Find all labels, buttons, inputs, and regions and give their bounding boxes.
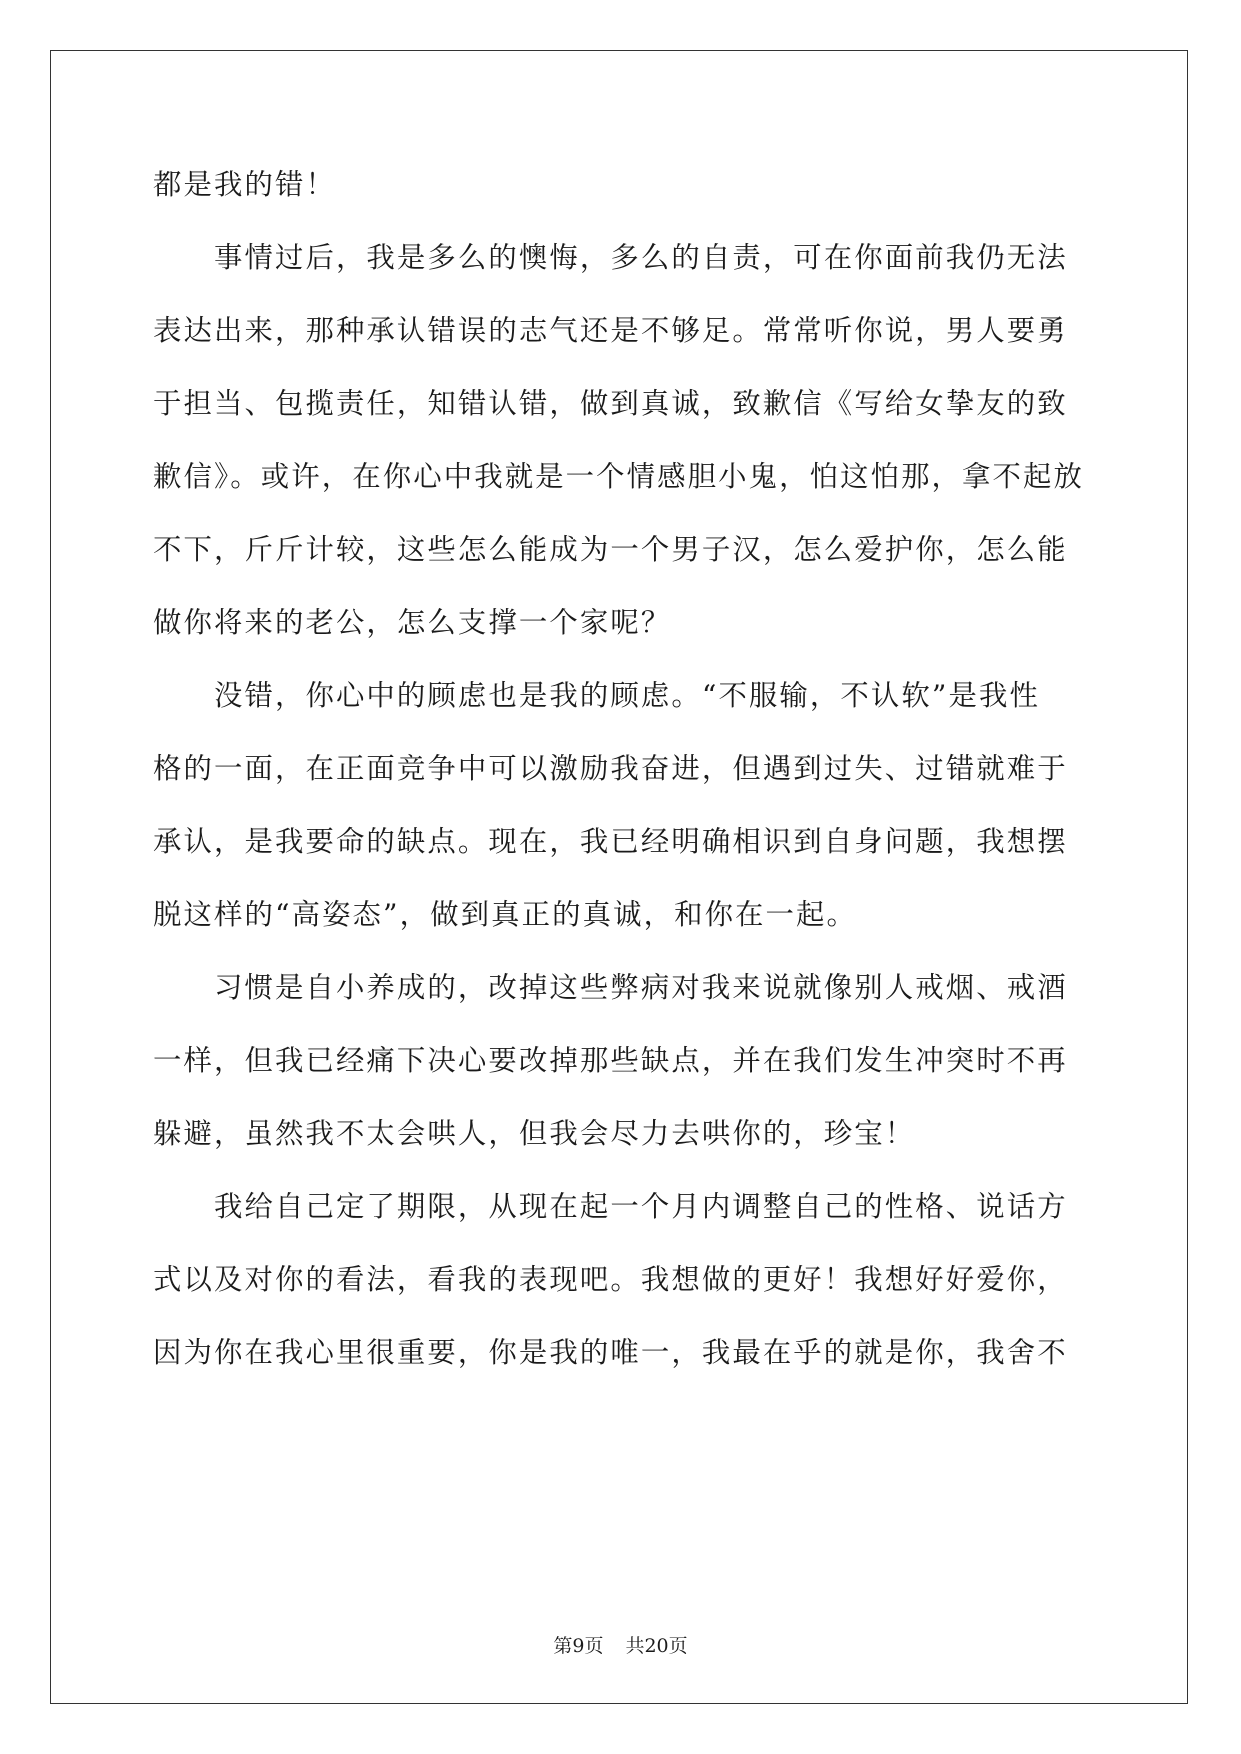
text-line: 不下，斤斤计较，这些怎么能成为一个男子汉，怎么爱护你，怎么能	[153, 533, 1068, 566]
text-line: 表达出来，那种承认错误的志气还是不够足。常常听你说，男人要勇	[153, 314, 1068, 347]
text-line: 都是我的错！	[153, 168, 336, 201]
text-line: 脱这样的“高姿态”，做到真正的真诚，和你在一起。	[153, 898, 858, 931]
text-line: 没错，你心中的顾虑也是我的顾虑。“不服输，不认软”是我性	[153, 679, 1040, 712]
text-line: 做你将来的老公，怎么支撑一个家呢？	[153, 606, 672, 639]
text-line: 一样，但我已经痛下决心要改掉那些缺点，并在我们发生冲突时不再	[153, 1044, 1068, 1077]
page-total: 共20页	[625, 1635, 688, 1657]
text-line: 事情过后，我是多么的懊悔，多么的自责，可在你面前我仍无法	[153, 241, 1068, 274]
page-footer	[0, 1634, 1241, 1658]
page-border	[50, 50, 1188, 1704]
page-number: 第9页	[553, 1635, 604, 1657]
text-line: 歉信》。或许，在你心中我就是一个情感胆小鬼，怕这怕那，拿不起放	[153, 460, 1085, 493]
text-line: 式以及对你的看法，看我的表现吧。我想做的更好！我想好好爱你，	[153, 1263, 1068, 1296]
text-line: 于担当、包揽责任，知错认错，做到真诚，致歉信《写给女挚友的致	[153, 387, 1068, 420]
text-line: 因为你在我心里很重要，你是我的唯一，我最在乎的就是你，我舍不	[153, 1336, 1068, 1369]
text-line: 承认，是我要命的缺点。现在，我已经明确相识到自身问题，我想摆	[153, 825, 1068, 858]
text-line: 躲避，虽然我不太会哄人，但我会尽力去哄你的，珍宝！	[153, 1117, 916, 1150]
text-line: 格的一面，在正面竞争中可以激励我奋进，但遇到过失、过错就难于	[153, 752, 1068, 785]
text-line: 我给自己定了期限，从现在起一个月内调整自己的性格、说话方	[153, 1190, 1068, 1223]
text-line: 习惯是自小养成的，改掉这些弊病对我来说就像别人戒烟、戒酒	[153, 971, 1068, 1004]
